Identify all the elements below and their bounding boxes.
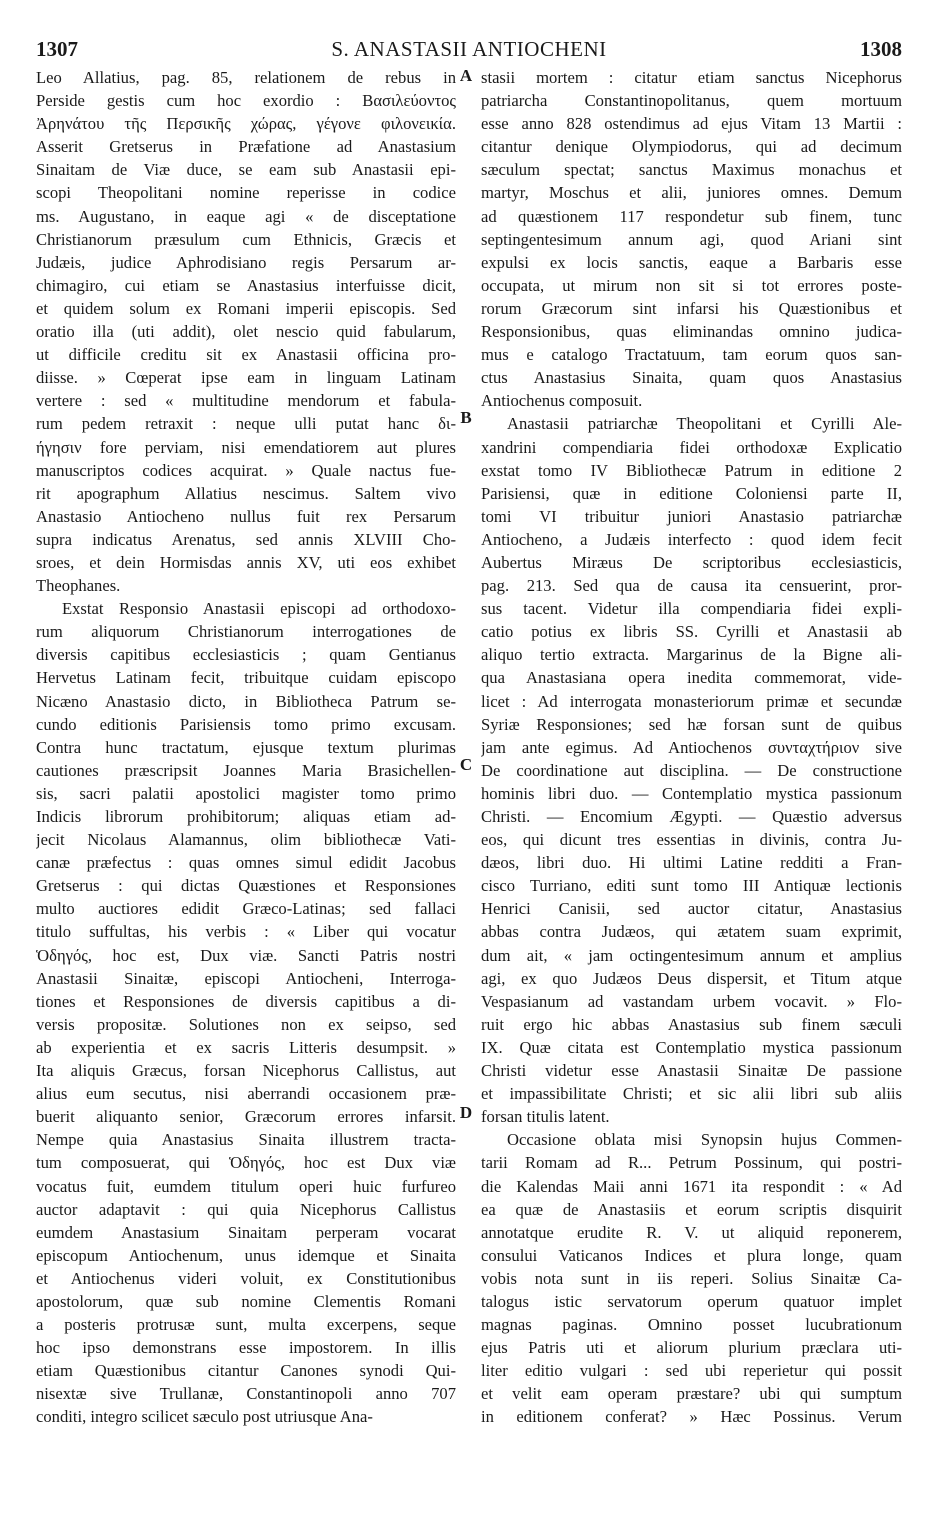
right-column-text-line: qua Anastasiana opera inedita commemorat, vide- (481, 668, 902, 688)
right-column-text-line: Antiocheno, a Judæis interfecto : quod idem fecit (481, 529, 902, 549)
left-column (36, 66, 456, 1429)
right-column (481, 66, 902, 1429)
left-column-text-line: ms. Augustano, in eaque agi « de disceptatione (36, 206, 456, 226)
left-column-text-line: et quidem solum ex Romani imperii episcopis. Sed (36, 298, 456, 318)
left-column-text-line: nisextæ sive Trullanæ, Constantinopoli anno 707 (36, 1384, 456, 1404)
left-column-text-line: etiam Quæstionibus citantur Canones synodi Qui- (36, 1361, 456, 1381)
right-column-text-line: Aubertus Miræus De scriptoribus ecclesiasticis, (481, 552, 902, 572)
left-column-text-line: manuscriptos codices acquirat. » Quale nactus fue- (36, 460, 456, 480)
right-column-text-line: et impassibilitate Christi; et sic alii libri sub aliis (481, 1084, 902, 1104)
right-column-text-line: catio potius ex libris SS. Cyrilli et Anastasii ab (481, 622, 902, 642)
right-column-text-line: forsan titulis latent. (481, 1107, 610, 1127)
left-column-text-line: et Antiochenus videri voluit, ex Constitutionibus (36, 1268, 456, 1288)
right-column-text-line: eos, qui dicunt tres essentias in divinis, contra Ju- (481, 830, 902, 850)
right-column-text-line: sæculum spectat; sanctus Maximus monachus et (481, 160, 902, 180)
right-column-text-line: esse anno 828 ostendimus ad ejus Vitam 13 Martii : (481, 114, 902, 134)
right-column-text-line: stasii mortem : citatur etiam sanctus Nicephorus (481, 68, 902, 87)
left-column-text-line: Ὁδηγός, hoc est, Dux viæ. Sancti Patris nostri (36, 945, 456, 965)
right-column-text-line: Responsionibus, quas eliminandas omnino judica- (481, 322, 902, 342)
right-column-text-line: pag. 213. Sed qua de causa ita censuerint, pror- (481, 576, 902, 596)
right-column-text-line: cisco Turriano, editi sunt tomo III Antiquæ lectionis (481, 876, 902, 896)
right-column-text-line: magnas paginas. Omnino posset lucubrationum (481, 1315, 902, 1335)
left-column-text-line: Hervetus Latinam fecit, tribuitque cuidam episcopo (36, 668, 456, 688)
left-column-text-line: rum aliquorum Christianorum interrogationes de (36, 622, 456, 642)
right-column-text-line: agi, ex quo Judæos Deus dispersit, et Titum atque (481, 968, 902, 988)
left-column-text-line: a posteris protrusæ sunt, multa excerpens, seque (36, 1315, 456, 1335)
right-column-text-line: licet : Ad interrogata monasteriorum primæ et secundæ (481, 691, 902, 711)
margin-marker-a: A (459, 66, 473, 85)
right-column-text-line: tarii Romam ad R... Petrum Possinum, qui postri- (481, 1153, 902, 1173)
left-column-text-line: ab experientia et ex sacris Litteris desumpsit. » (36, 1037, 456, 1057)
right-column-text-line: tomi VI tribuitur juniori Anastasio patriarchæ (481, 506, 902, 526)
running-title: S. ANASTASII ANTIOCHENI (331, 37, 607, 61)
left-column-text-line: supra indicatus Arenatus, sed annis XLVIII Cho- (36, 529, 456, 549)
margin-marker-d: D (459, 1103, 473, 1122)
left-column-text-line: rum pedem retraxit : neque ulli putat hanc δι- (36, 414, 456, 434)
left-column-text-line: Nicæno Anastasio dicto, in Bibliotheca Patrum se- (36, 691, 456, 711)
left-column-text-line: apostolorum, quæ sub nomine Clementis Romani (36, 1291, 456, 1311)
left-column-text-line: Theophanes. (36, 576, 121, 596)
left-column-text-line: rit apographum Allatius nescimus. Saltem vivo (36, 483, 456, 503)
right-column-text-line: ruit ergo hic abbas Anastasius sub finem sæculi (481, 1014, 902, 1034)
left-column-text-line: oratio illa (uti addit), olet nescio quid fabularum, (36, 322, 456, 342)
left-column-text-line: sroes, et dein Hormisdas annis XV, uti eos exhibet (36, 552, 456, 572)
left-column-text-line: eumdem Anastasium Sinaitam perperam vocarat (36, 1222, 456, 1242)
right-column-text-line: hominis libri duo. — Contemplatio mystica passionum (481, 783, 902, 803)
left-column-text-line: diversis capitibus ecclesiasticis ; quam Gentianus (36, 645, 456, 665)
left-column-text-line: Perside gestis cum hoc exordio : Βασιλεύοντος (36, 91, 456, 111)
left-column-text-line: alius eum secutus, nisi aberrandi occasionem præ- (36, 1084, 456, 1104)
right-column-text-line: Parisiensi, quæ in editione Coloniensi parte II, (481, 483, 902, 503)
right-column-text-line: Occasione oblata misi Synopsin hujus Commen- (507, 1130, 902, 1150)
right-column-text-line: vobis nota sunt in iis reperi. Solius Sinaitæ Ca- (481, 1268, 902, 1288)
right-column-text-line: ctus Anastasius Sinaita, quam quos Anastasius (481, 368, 902, 388)
left-column-text-line: Anastasio Antiocheno nullus fuit rex Persarum (36, 506, 456, 526)
right-column-text-line: mus e catalogo Tractatuum, tam eorum quos san- (481, 345, 902, 365)
left-column-text-line: canæ præfectus : quas omnes simul edidit Jacobus (36, 853, 456, 873)
left-column-text-line: Asserit Gretserus in Præfatione ad Anastasium (36, 137, 456, 157)
left-column-text-line: hoc ipso demonstrans esse impostorem. In illis (36, 1338, 456, 1358)
right-column-text-line: dæos, libri duo. Hi ultimi Latine redditi a Fran- (481, 853, 902, 873)
left-column-text-line: ut difficile creditu sit ex Anastasii officina pro- (36, 345, 456, 365)
left-column-text-line: buerit aliquanto senior, Græcorum errores infarsit. (36, 1107, 456, 1127)
right-column-text-line: et velit eam operam præstare? ubi qui sumptum (481, 1384, 902, 1404)
left-column-text-line: scopi Theopolitani nomine reperisse in codice (36, 183, 456, 203)
right-column-text-line: talogus istic servatorum operum quatuor implet (481, 1291, 902, 1311)
left-column-text-line: episcopum Antiochenum, unus idemque et Sinaita (36, 1245, 456, 1265)
left-column-text-line: Sinaitam de Viæ duce, se eam sub Anastasii epi- (36, 160, 456, 180)
left-column-text-line: versis propositæ. Solutiones non ex seipso, sed (36, 1014, 456, 1034)
right-column-text-line: De coordinatione aut disciplina. — De constructione (481, 760, 902, 780)
right-column-text-line: die Kalendas Maii anni 1671 ita respondit : « Ad (481, 1176, 902, 1196)
left-column-text-line: auctor adaptavit : qui quia Nicephorus Callistus (36, 1199, 456, 1219)
left-column-text-line: cautiones præscripsit Joannes Maria Brasichellen- (36, 760, 456, 780)
left-column-text-line: tiones et Responsiones de diversis capitibus a di- (36, 991, 456, 1011)
left-column-text-line: diisse. » Cœperat ipse eam in linguam Latinam (36, 368, 456, 388)
right-column-text-line: dum ait, « jam octingentesimum annum et amplius (481, 945, 902, 965)
left-column-text-line: jecit Nicolaus Alamannus, olim bibliothecæ Vati- (36, 830, 456, 850)
right-column-text-line: Vespasianum ad vastandam urbem vocavit. » Flo- (481, 991, 902, 1011)
left-column-text-line: Ἀρηνάτου τῆς Περσικῆς χώρας, γέγονε φιλονεικία. (36, 114, 456, 134)
left-column-text-line: conditi, integro scilicet sæculo post utriusque Ana- (36, 1407, 373, 1427)
left-column-text-line: ήγησιν fore perviam, nisi emendatiorem aut plures (36, 437, 456, 457)
right-column-text-line: expulsi ex locis sanctis, eaque a Barbaris esse (481, 252, 902, 272)
right-column-text-line: IX. Quæ citata est Contemplatio mystica passionum (481, 1037, 902, 1057)
left-column-text-line: Contra hunc tractatum, ejusque textum plurimas (36, 737, 456, 757)
left-column-text-line: tum composuerat, qui Ὁδηγός, hoc est Dux viæ (36, 1153, 456, 1173)
right-column-text-line: aliquo tertio extracta. Margarinus de la Bigne ali- (481, 645, 902, 665)
page-number-left: 1307 (36, 37, 78, 61)
right-column-text-line: sus tacent. Videtur illa compendiaria fidei expli- (481, 599, 902, 619)
left-column-text-line: sis, sacri palatii apostolici magister tomo primo (36, 783, 456, 803)
right-column-text-line: xandrini compendiaria fidei orthodoxæ Explicatio (481, 437, 902, 457)
left-column-text-line: titulo suffultas, his verbis : « Liber qui vocatur (36, 922, 456, 942)
left-column-text-line: Ita aliquis Græcus, forsan Nicephorus Callistus, aut (36, 1061, 456, 1081)
margin-marker-c: C (459, 755, 473, 774)
right-column-text-line: Henrici Canisii, sed auctor citatur, Anastasius (481, 899, 902, 919)
page-number-right: 1308 (860, 37, 902, 61)
right-column-text-line: Christi videtur esse Anastasii Sinaitæ De passione (481, 1061, 902, 1081)
left-column-text-line: cundo editionis Parisiensis tomo primo excusam. (36, 714, 456, 734)
left-column-text-line: Gretserus : qui dictas Quæstiones et Responsiones (36, 876, 456, 896)
left-column-text-line: vertere : sed « multitudine mendorum et fabula- (36, 391, 456, 411)
right-column-text-line: rorum Græcorum sint infarsi his Quæstionibus et (481, 298, 902, 318)
left-column-text-line: multo auctiores edidit Græco-Latinas; sed fallaci (36, 899, 456, 919)
left-column-text-line: Exstat Responsio Anastasii episcopi ad orthodoxo- (62, 599, 456, 619)
right-column-text-line: liter editio vulgari : sed ubi reperietur qui possit (481, 1361, 902, 1381)
margin-marker-b: B (460, 408, 472, 427)
right-column-text-line: martyr, Moschus et alii, juniores omnes. Demum (481, 183, 902, 203)
right-column-text-line: abbas contra Judæos, qui ætatem suam exprimit, (481, 922, 902, 942)
left-column-text-line: Nempe quia Anastasius Sinaita illustrem tracta- (36, 1130, 456, 1150)
left-column-text-line: Christianorum præsulum cum Ethnicis, Græcis et (36, 229, 456, 249)
right-column-text-line: exstat tomo IV Bibliothecæ Patrum in editione 2 (481, 460, 902, 480)
right-column-text-line: in editionem conferat? » Hæc Possinus. Verum (481, 1407, 902, 1427)
right-column-text-line: jam ante egimus. Ad Antiochenos συνταχτήριον sive (481, 737, 902, 757)
right-column-text-line: patriarcha Constantinopolitanus, quem mortuum (481, 91, 902, 111)
right-column-text-line: ad quæstionem 117 respondetur sub finem, tunc (481, 206, 902, 226)
page-header (36, 34, 902, 64)
right-column-text-line: septingentesimum annum agi, quod Ariani sint (481, 229, 902, 249)
left-column-text-line: Leo Allatius, pag. 85, relationem de rebus in (36, 68, 456, 87)
left-column-text-line: Judæis, judice Aphrodisiano regis Persarum ar- (36, 252, 456, 272)
right-column-text-line: occupata, ut mirum non sit si tot errores poste- (481, 275, 902, 295)
left-column-text-line: Anastasii Sinaitæ, episcopi Antiocheni, Interroga- (36, 968, 456, 988)
right-column-text-line: ejus Patris uti et aliorum plurium præclara uti- (481, 1338, 902, 1358)
right-column-text-line: Christi. — Encomium Ægypti. — Quæstio adversus (481, 807, 902, 826)
right-column-text-line: consului Vaticanos Indices et plura longe, quam (481, 1245, 902, 1265)
right-column-text-line: annotatque erudite R. V. ut aliquid reponerem, (481, 1222, 902, 1242)
left-column-text-line: Indicis librorum prohibitorum; aliquas etiam ad- (36, 807, 456, 826)
left-column-text-line: vocatus fuit, eumdem titulum operi huic furfureo (36, 1176, 456, 1196)
right-column-text-line: Antiochenus composuit. (481, 391, 643, 411)
right-column-text-line: Anastasii patriarchæ Theopolitani et Cyrilli Ale- (507, 414, 902, 434)
right-column-text-line: ea quæ de Anastasiis et eorum scriptis disquirit (481, 1199, 902, 1219)
right-column-text-line: citantur denique Olympiodorus, qui ad decimum (481, 137, 902, 157)
left-column-text-line: chimagiro, cui etiam se Anastasius interfuisse dicit, (36, 275, 456, 295)
right-column-text-line: Syriæ Responsiones; sed hæ forsan sunt de quibus (481, 714, 902, 734)
